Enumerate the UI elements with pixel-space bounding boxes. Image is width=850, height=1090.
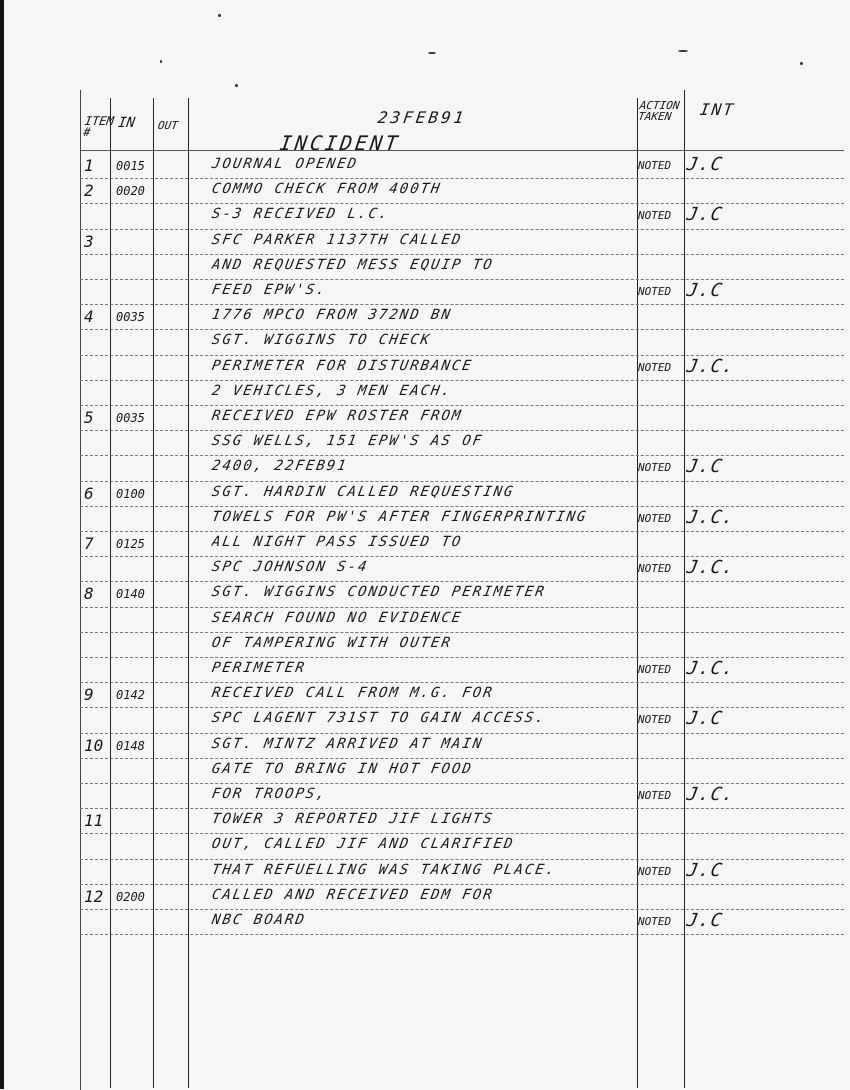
log-row [80,430,844,455]
action-taken: NOTED [638,713,672,727]
incident-text: PERIMETER FOR DISTURBANCE [210,357,475,374]
time-in: 0035 [116,310,145,325]
incident-text: 1776 MPCO FROM 372ND BN [210,307,454,324]
log-row [80,808,844,833]
action-taken: NOTED [638,159,672,172]
log-row [80,733,844,758]
initials: J.C [685,204,725,226]
scan-edge [0,0,4,1089]
row-rule [80,934,844,935]
log-row [80,833,844,858]
log-date: 23FEB91 [376,108,468,127]
log-row [80,707,844,732]
initials: J.C. [685,557,737,579]
incident-text: CALLED AND RECEIVED EDM FOR [210,886,495,903]
initials: J.C [685,154,725,175]
log-row [80,632,844,657]
log-row [80,481,844,506]
item-number: 3 [84,231,94,251]
item-number: 4 [84,307,94,327]
incident-text: AND REQUESTED MESS EQUIP TO [210,256,495,273]
item-header-line1: ITEM [83,114,115,128]
action-header-line1: ACTION [638,99,681,112]
incident-text: SGT. WIGGINS CONDUCTED PERIMETER [210,584,548,601]
action-header-line2: TAKEN [637,110,673,123]
incident-text: COMMO CHECK FROM 400TH [210,181,443,198]
incident-text: SGT. WIGGINS TO CHECK [210,332,433,349]
incident-text: FOR TROOPS, [210,786,329,802]
incident-text: PERIMETER [210,660,308,676]
action-taken: NOTED [638,915,672,928]
log-row [80,455,844,480]
log-row [80,304,844,329]
incident-log-sheet [80,90,844,1090]
incident-text: RECEIVED CALL FROM M.G. FOR [210,685,495,702]
log-row [80,355,844,380]
action-taken: NOTED [638,789,672,802]
item-number: 5 [84,408,94,427]
log-row [80,884,844,909]
action-taken: NOTED [638,562,672,576]
incident-text: SFC PARKER 1137TH CALLED [210,231,464,248]
item-number: 6 [84,483,94,503]
incident-text: SSG WELLS, 151 EPW'S AS OF [210,433,485,450]
initials: J.C. [685,355,737,377]
log-row [80,581,844,606]
incident-text: SEARCH FOUND NO EVIDENCE [210,609,464,626]
log-row [80,279,844,304]
initials: J.C. [685,784,737,805]
log-row [80,405,844,430]
in-header: IN [116,115,137,131]
incident-text: SPC JOHNSON S-4 [210,559,370,576]
log-row [80,229,844,254]
log-row [80,153,844,178]
log-row [80,758,844,783]
incident-text: FEED EPW'S. [210,282,329,298]
log-row [80,178,844,203]
scan-speck [800,62,803,65]
log-row [80,682,844,707]
log-row [80,531,844,556]
incident-text: OUT, CALLED JIF AND CLARIFIED [210,836,516,853]
time-in: 0140 [116,587,145,602]
action-taken: NOTED [638,663,672,676]
log-row [80,783,844,808]
time-in: 0015 [116,159,145,173]
time-in: 0125 [116,537,145,551]
out-header: OUT [157,119,179,132]
action-taken: NOTED [638,864,672,878]
initials: J.C [685,859,725,881]
log-row [80,254,844,279]
incident-text: ALL NIGHT PASS ISSUED TO [210,534,464,550]
log-row [80,506,844,531]
scan-speck [235,84,238,87]
action-taken: NOTED [638,285,672,298]
item-number: 2 [84,181,94,201]
incident-text: 2 VEHICLES, 3 MEN EACH. [210,382,454,399]
header-rule [80,150,844,151]
incident-text: OF TAMPERING WITH OUTER [210,634,454,651]
scan-speck [678,50,688,52]
item-header-line2: # [82,125,92,139]
initials: J.C [685,280,725,301]
initials: J.C [685,708,725,730]
incident-text: TOWER 3 REPORTED JIF LIGHTS [210,811,495,828]
action-taken: NOTED [638,209,672,223]
time-in: 0142 [116,688,145,703]
initials: J.C. [685,658,737,679]
log-row [80,607,844,632]
log-row [80,859,844,884]
incident-text: SGT. HARDIN CALLED REQUESTING [210,483,516,500]
incident-text: JOURNAL OPENED [210,156,360,172]
incident-text: GATE TO BRING IN HOT FOOD [210,760,475,777]
item-number: 10 [84,735,104,755]
time-in: 0020 [116,184,145,199]
incident-text: SGT. MINTZ ARRIVED AT MAIN [210,735,485,752]
initials: J.C [685,910,725,931]
log-row [80,380,844,405]
initials: J.C. [685,506,737,528]
scan-speck [160,60,162,63]
item-number: 1 [84,156,94,175]
scan-speck [428,52,436,54]
time-in: 0200 [116,889,145,904]
incident-text: SPC LAGENT 731ST TO GAIN ACCESS. [210,710,548,727]
item-number: 12 [84,886,104,906]
log-row [80,203,844,228]
initials: J.C [685,456,725,478]
log-row [80,657,844,682]
time-in: 0035 [116,411,145,425]
log-row [80,329,844,354]
item-number: 9 [84,685,94,705]
initials-header: INT [698,100,737,119]
log-row [80,556,844,581]
incident-text: S-3 RECEIVED L.C. [210,206,391,223]
incident-header: INCIDENT [278,131,403,155]
scan-speck [218,14,221,17]
item-number: 7 [84,534,94,553]
incident-text: TOWELS FOR PW'S AFTER FINGERPRINTING [210,508,589,525]
item-number: 8 [84,584,94,604]
item-header [82,116,114,138]
item-number: 11 [84,811,104,831]
log-row [80,909,844,934]
incident-text: THAT REFUELLING WAS TAKING PLACE. [210,861,558,878]
time-in: 0148 [116,738,145,753]
incident-text: NBC BOARD [210,912,308,928]
action-taken: NOTED [638,511,672,525]
incident-text: 2400, 22FEB91 [210,458,349,475]
action-taken: NOTED [638,360,672,374]
incident-text: RECEIVED EPW ROSTER FROM [210,408,464,424]
action-taken: NOTED [638,461,672,475]
time-in: 0100 [116,486,145,501]
action-taken-header [637,100,680,122]
